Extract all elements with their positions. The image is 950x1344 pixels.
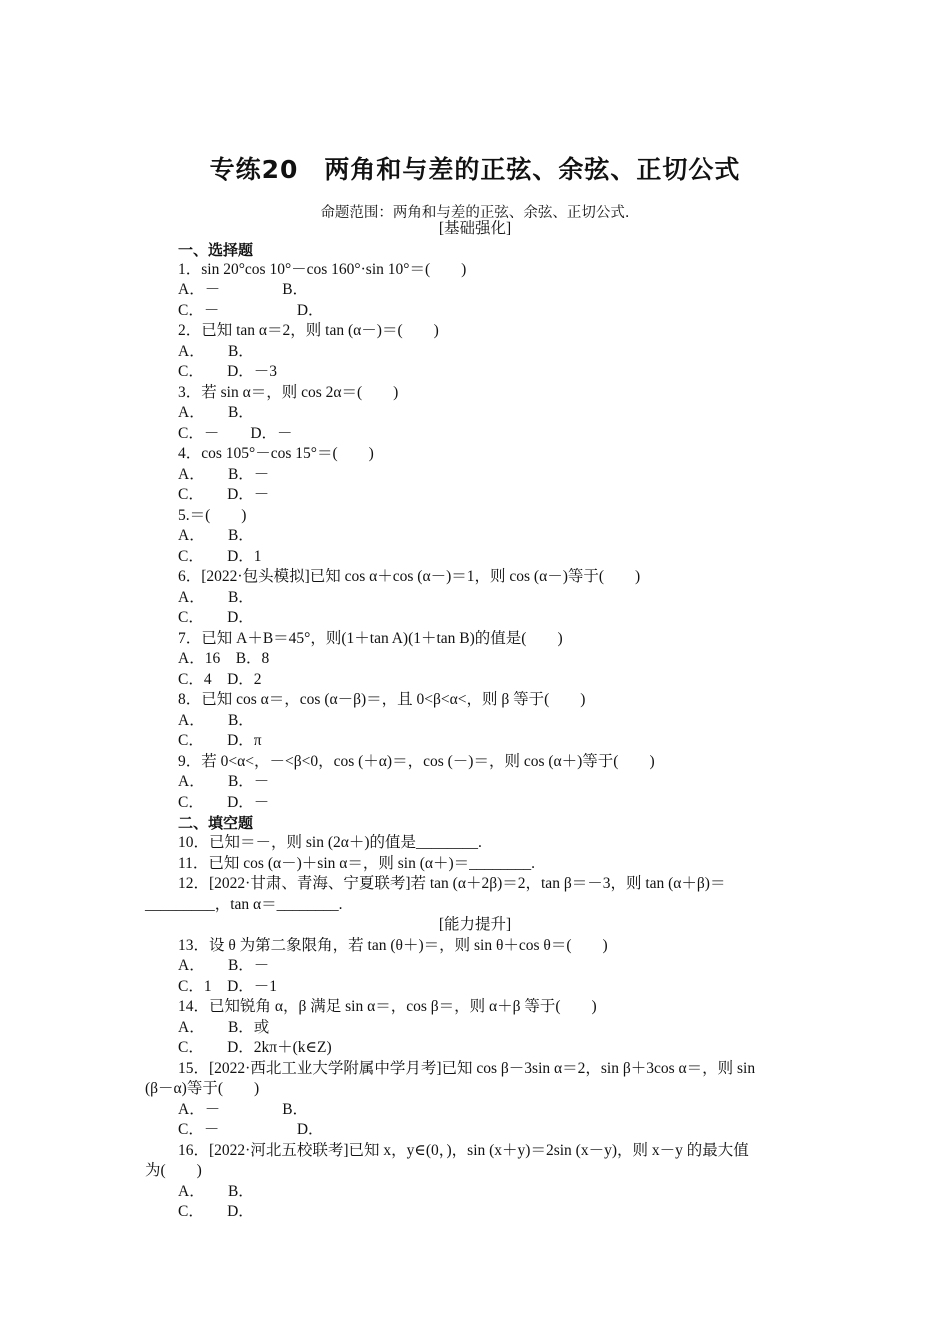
options-row: C． D．－: [178, 486, 270, 503]
topic-scope: 命题范围：两角和与差的正弦、余弦、正切公式.: [320, 205, 630, 221]
question-5: 5.＝( ): [178, 507, 247, 524]
options-row: A． B．: [178, 527, 254, 544]
question-11: 11．已知 cos (α－)＋sin α＝，则 sin (α＋)＝________.: [178, 855, 536, 872]
question-8: 8．已知 cos α＝，cos (α－β)＝，且 0<β<α<，则 β 等于( ): [178, 691, 586, 708]
options-row: C． D．1: [178, 548, 262, 565]
page-title: 专练20 两角和与差的正弦、余弦、正切公式: [209, 155, 741, 184]
question-9: 9．若 0<α<，－<β<0，cos (＋α)＝，cos (－)＝，则 cos (α＋)等于( ): [178, 753, 655, 770]
question-15-continued: (β－α)等于( ): [145, 1080, 260, 1097]
options-row: C． D．: [178, 609, 254, 626]
question-3: 3．若 sin α＝，则 cos 2α＝( ): [178, 384, 399, 401]
question-14: 14．已知锐角 α，β 满足 sin α＝，cos β＝，则 α＋β 等于( ): [178, 998, 597, 1015]
options-row: C．1 D．－1: [178, 978, 278, 995]
question-6: 6．[2022·包头模拟]已知 cos α＋cos (α－)＝1，则 cos (α－)等于( ): [178, 568, 641, 585]
options-row: C．4 D．2: [178, 671, 262, 688]
options-row: C． D．2kπ＋(k∈Z): [178, 1039, 332, 1056]
options-row: C．－ D．－: [178, 425, 293, 442]
options-row: C． D．－3: [178, 363, 278, 380]
options-row: A．－ B．: [178, 1101, 309, 1118]
question-2: 2．已知 tan α＝2，则 tan (α－)＝( ): [178, 322, 439, 339]
options-row: A． B．－: [178, 466, 270, 483]
section-heading-fill: 二、填空题: [178, 814, 254, 832]
question-13: 13．设 θ 为第二象限角，若 tan (θ＋)＝，则 sin θ＋cos θ＝( ): [178, 937, 608, 954]
options-row: A．16 B．8: [178, 650, 270, 667]
question-15: 15．[2022·西北工业大学附属中学月考]已知 cos β－3sin α＝2，sin β＋3cos α＝，则 sin: [178, 1060, 756, 1077]
options-row: A．－ B．: [178, 281, 309, 298]
options-row: C． D．－: [178, 794, 270, 811]
options-row: C． D．π: [178, 732, 262, 749]
options-row: A． B．或: [178, 1019, 270, 1036]
options-row: A． B．: [178, 404, 254, 421]
section-label-basic: [基础强化]: [438, 220, 512, 237]
options-row: A． B．: [178, 343, 254, 360]
options-row: A． B．: [178, 712, 254, 729]
options-row: C．－ D．: [178, 302, 324, 319]
question-16-continued: 为( ): [145, 1162, 202, 1179]
question-10: 10．已知＝－，则 sin (2α＋)的值是________.: [178, 834, 482, 851]
options-row: C． D．: [178, 1203, 254, 1220]
section-heading-choice: 一、选择题: [178, 241, 254, 259]
question-7: 7．已知 A＋B＝45°，则(1＋tan A)(1＋tan B)的值是( ): [178, 630, 563, 647]
question-1: 1．sin 20°cos 10°－cos 160°·sin 10°＝( ): [178, 261, 467, 278]
options-row: A． B．: [178, 1183, 254, 1200]
options-row: A． B．: [178, 589, 254, 606]
question-12-continued: _________，tan α＝________.: [145, 896, 343, 913]
section-label-advanced: [能力提升]: [438, 916, 512, 933]
question-4: 4．cos 105°－cos 15°＝( ): [178, 445, 374, 462]
options-row: A． B．－: [178, 773, 270, 790]
options-row: A． B．－: [178, 957, 270, 974]
question-12: 12．[2022·甘肃、青海、宁夏联考]若 tan (α＋2β)＝2，tan β＝－3，则 tan (α＋β)＝: [178, 875, 726, 892]
options-row: C．－ D．: [178, 1121, 324, 1138]
question-16: 16．[2022·河北五校联考]已知 x，y∈(0，)，sin (x＋y)＝2sin (x－y)，则 x－y 的最大值: [178, 1142, 749, 1159]
